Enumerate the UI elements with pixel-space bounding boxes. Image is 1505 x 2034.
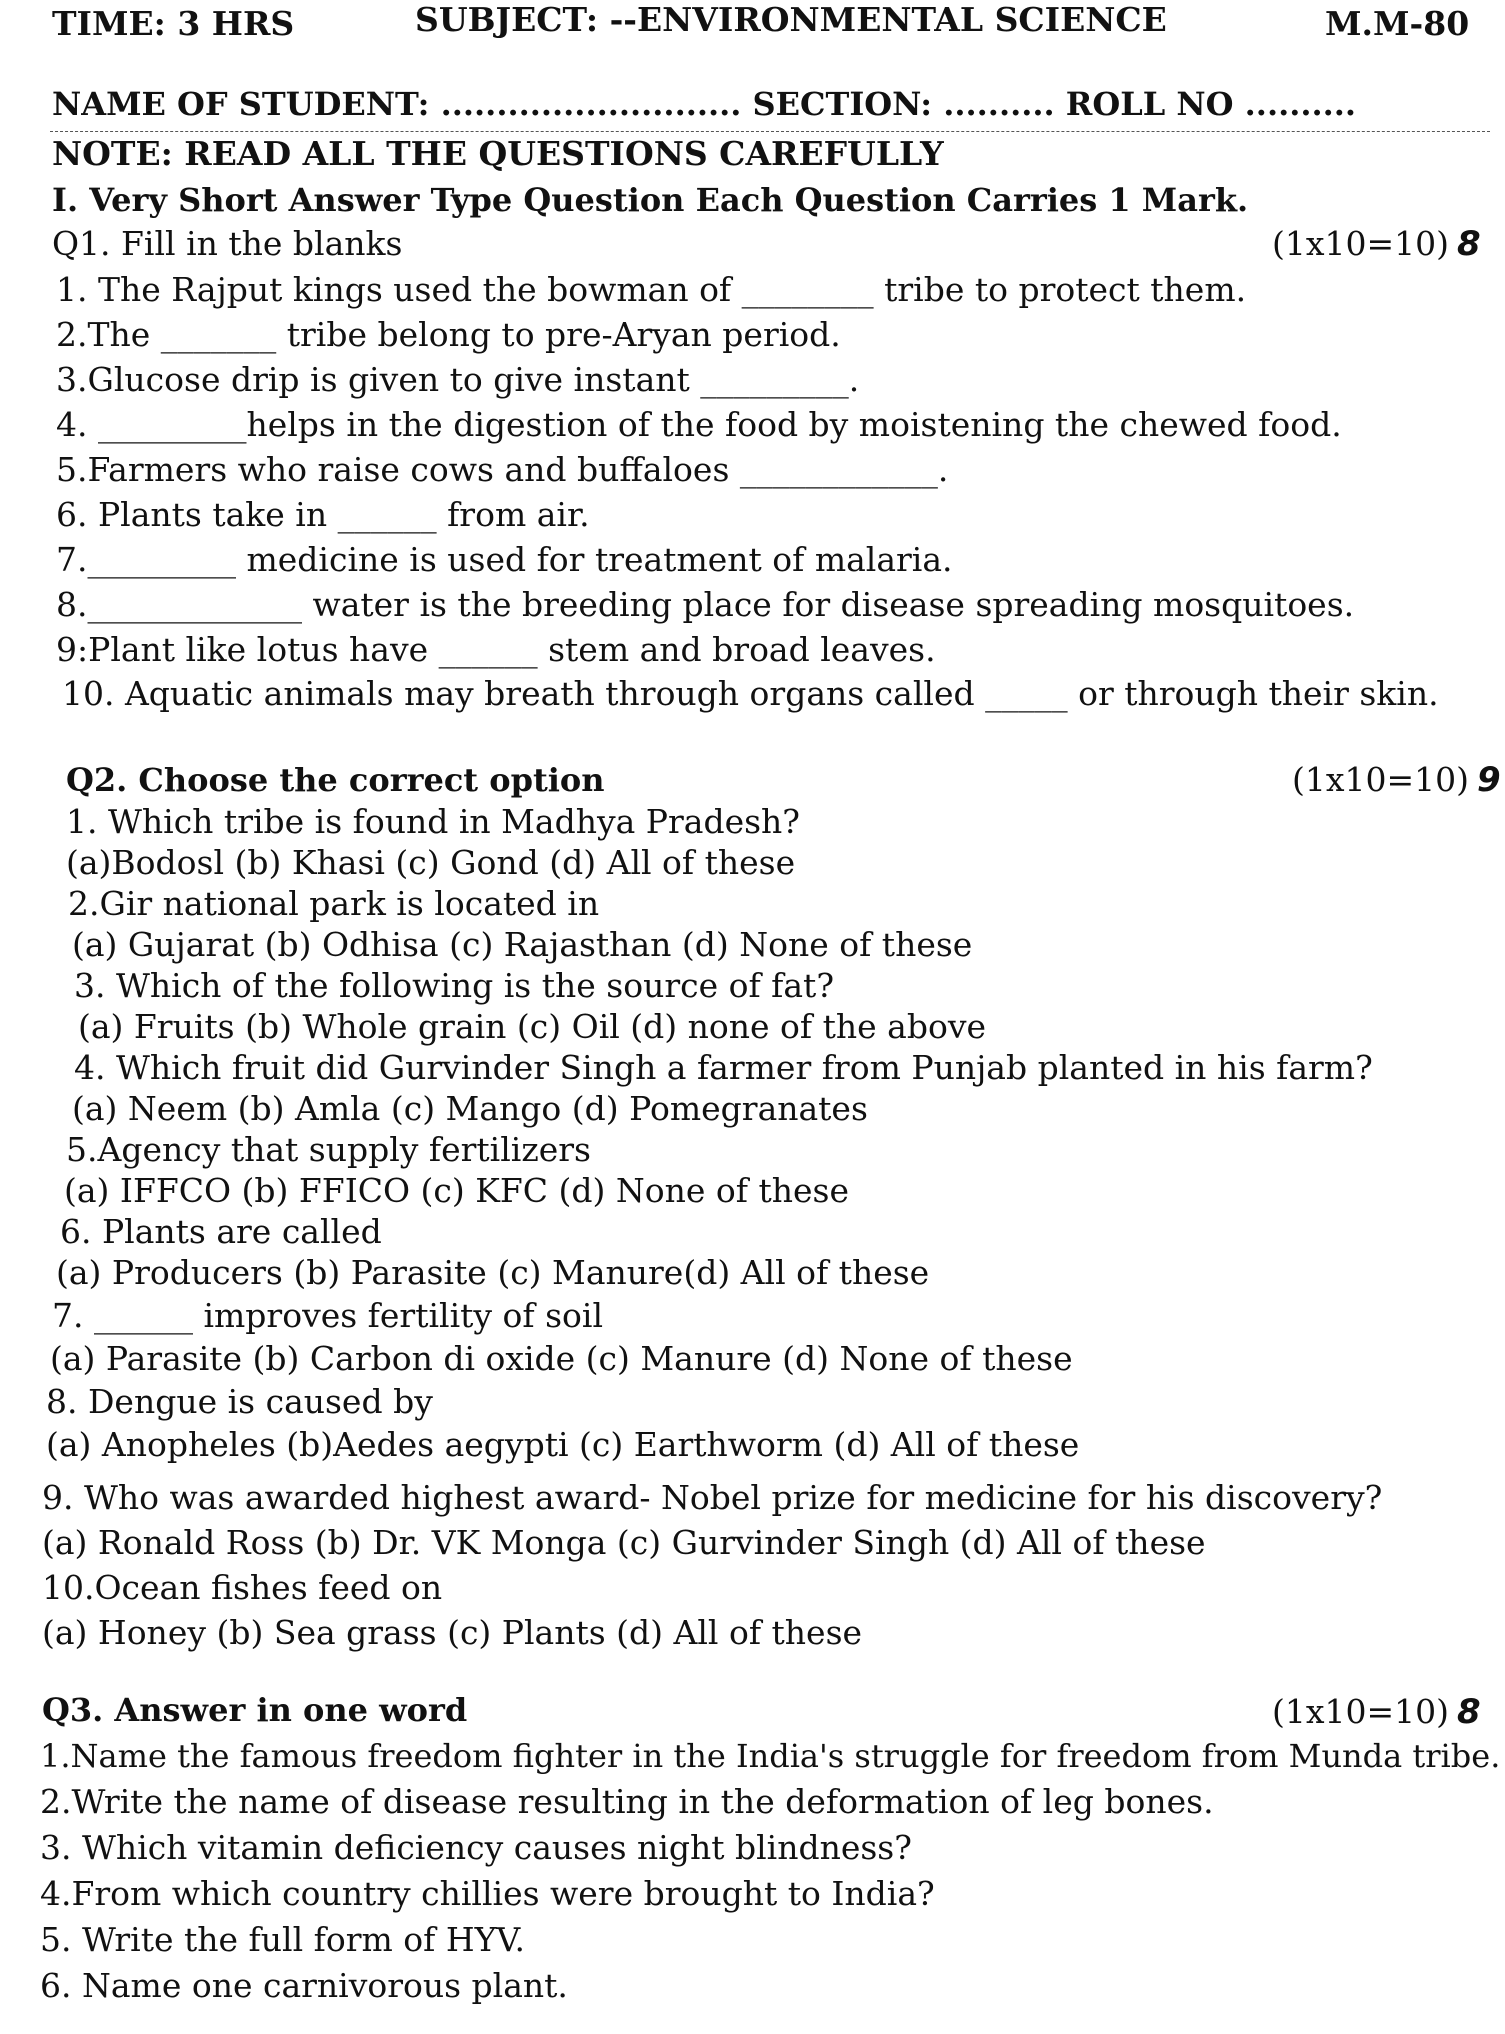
q2-options: (a) Parasite (b) Carbon di oxide (c) Manure (d) None of these <box>50 1339 1073 1378</box>
q3-item: 5. Write the full form of HYV. <box>40 1920 525 1959</box>
q2-marks <box>1292 760 1501 800</box>
q2-question: 7. ______ improves fertility of soil <box>52 1296 603 1335</box>
max-marks-label: M.M-80 <box>1325 4 1470 43</box>
q2-question: 5.Agency that supply fertilizers <box>66 1130 591 1169</box>
q3-marks <box>1272 1692 1481 1732</box>
q1-item: 4. _________helps in the digestion of the food by moistening the chewed food. <box>56 405 1342 444</box>
q1-item: 9:Plant like lotus have ______ stem and broad leaves. <box>56 630 936 669</box>
q2-question: 3. Which of the following is the source of fat? <box>74 966 835 1005</box>
q1-marks-value: (1x10=10) <box>1272 224 1449 263</box>
time-label: TIME: 3 HRS <box>52 4 295 43</box>
q1-item: 1. The Rajput kings used the bowman of ________ tribe to protect them. <box>56 270 1247 309</box>
q3-item: 6. Name one carnivorous plant. <box>40 1966 568 2005</box>
q1-item: 7._________ medicine is used for treatment of malaria. <box>56 540 953 579</box>
q3-item: 1.Name the famous freedom fighter in the India's struggle for freedom from Munda tribe. <box>40 1737 1501 1775</box>
q2-options: (a) Anopheles (b)Aedes aegypti (c) Earthworm (d) All of these <box>46 1425 1080 1464</box>
q1-item: 5.Farmers who raise cows and buffaloes ____________. <box>56 450 949 489</box>
q2-question: 4. Which fruit did Gurvinder Singh a farmer from Punjab planted in his farm? <box>74 1048 1373 1087</box>
q2-question: 8. Dengue is caused by <box>46 1382 433 1421</box>
subject-label: SUBJECT: --ENVIRONMENTAL SCIENCE <box>415 0 1167 39</box>
q3-item: 2.Write the name of disease resulting in the deformation of leg bones. <box>40 1782 1214 1821</box>
q2-score: 9 <box>1477 760 1501 800</box>
section-title: I. Very Short Answer Type Question Each Question Carries 1 Mark. <box>52 181 1249 219</box>
q2-options: (a) Neem (b) Amla (c) Mango (d) Pomegranates <box>72 1089 868 1128</box>
q1-item: 10. Aquatic animals may breath through organs called _____ or through their skin. <box>62 674 1439 713</box>
q2-question: 10.Ocean fishes feed on <box>42 1568 443 1607</box>
q3-marks-value: (1x10=10) <box>1272 1692 1449 1731</box>
q1-marks <box>1272 224 1481 264</box>
q1-score: 8 <box>1457 224 1481 264</box>
q2-options: (a) Ronald Ross (b) Dr. VK Monga (c) Gurvinder Singh (d) All of these <box>42 1523 1206 1562</box>
q1-item: 8._____________ water is the breeding place for disease spreading mosquitoes. <box>56 585 1355 624</box>
q2-options: (a) Producers (b) Parasite (c) Manure(d) All of these <box>56 1253 930 1292</box>
student-info-line: NAME OF STUDENT: ........................... SECTION: .......... ROLL NO .......... <box>52 85 1357 123</box>
q3-item: 3. Which vitamin deficiency causes night blindness? <box>40 1828 912 1867</box>
q3-item: 4.From which country chillies were brought to India? <box>40 1874 935 1913</box>
q2-question: 6. Plants are called <box>60 1212 382 1251</box>
q2-options: (a) Honey (b) Sea grass (c) Plants (d) All of these <box>42 1613 863 1652</box>
q2-marks-value: (1x10=10) <box>1292 760 1469 799</box>
q1-item: 6. Plants take in ______ from air. <box>56 495 590 534</box>
q2-question: 1. Which tribe is found in Madhya Pradesh? <box>66 802 800 841</box>
q2-question: 2.Gir national park is located in <box>68 884 600 923</box>
q2-title: Q2. Choose the correct option <box>66 761 605 799</box>
q3-score: 8 <box>1457 1692 1481 1732</box>
q2-question: 9. Who was awarded highest award- Nobel prize for medicine for his discovery? <box>42 1478 1383 1517</box>
q1-title: Q1. Fill in the blanks <box>52 224 403 263</box>
q2-options: (a) IFFCO (b) FFICO (c) KFC (d) None of these <box>64 1171 849 1210</box>
q2-options: (a)Bodosl (b) Khasi (c) Gond (d) All of these <box>66 843 796 882</box>
q1-item: 3.Glucose drip is given to give instant _________. <box>56 360 860 399</box>
q3-title: Q3. Answer in one word <box>42 1691 468 1729</box>
q1-item: 2.The _______ tribe belong to pre-Aryan period. <box>56 315 841 354</box>
q2-options: (a) Fruits (b) Whole grain (c) Oil (d) none of the above <box>78 1007 986 1046</box>
header-divider <box>50 131 1490 132</box>
q2-options: (a) Gujarat (b) Odhisa (c) Rajasthan (d) None of these <box>72 925 973 964</box>
note-line: NOTE: READ ALL THE QUESTIONS CAREFULLY <box>52 134 944 173</box>
